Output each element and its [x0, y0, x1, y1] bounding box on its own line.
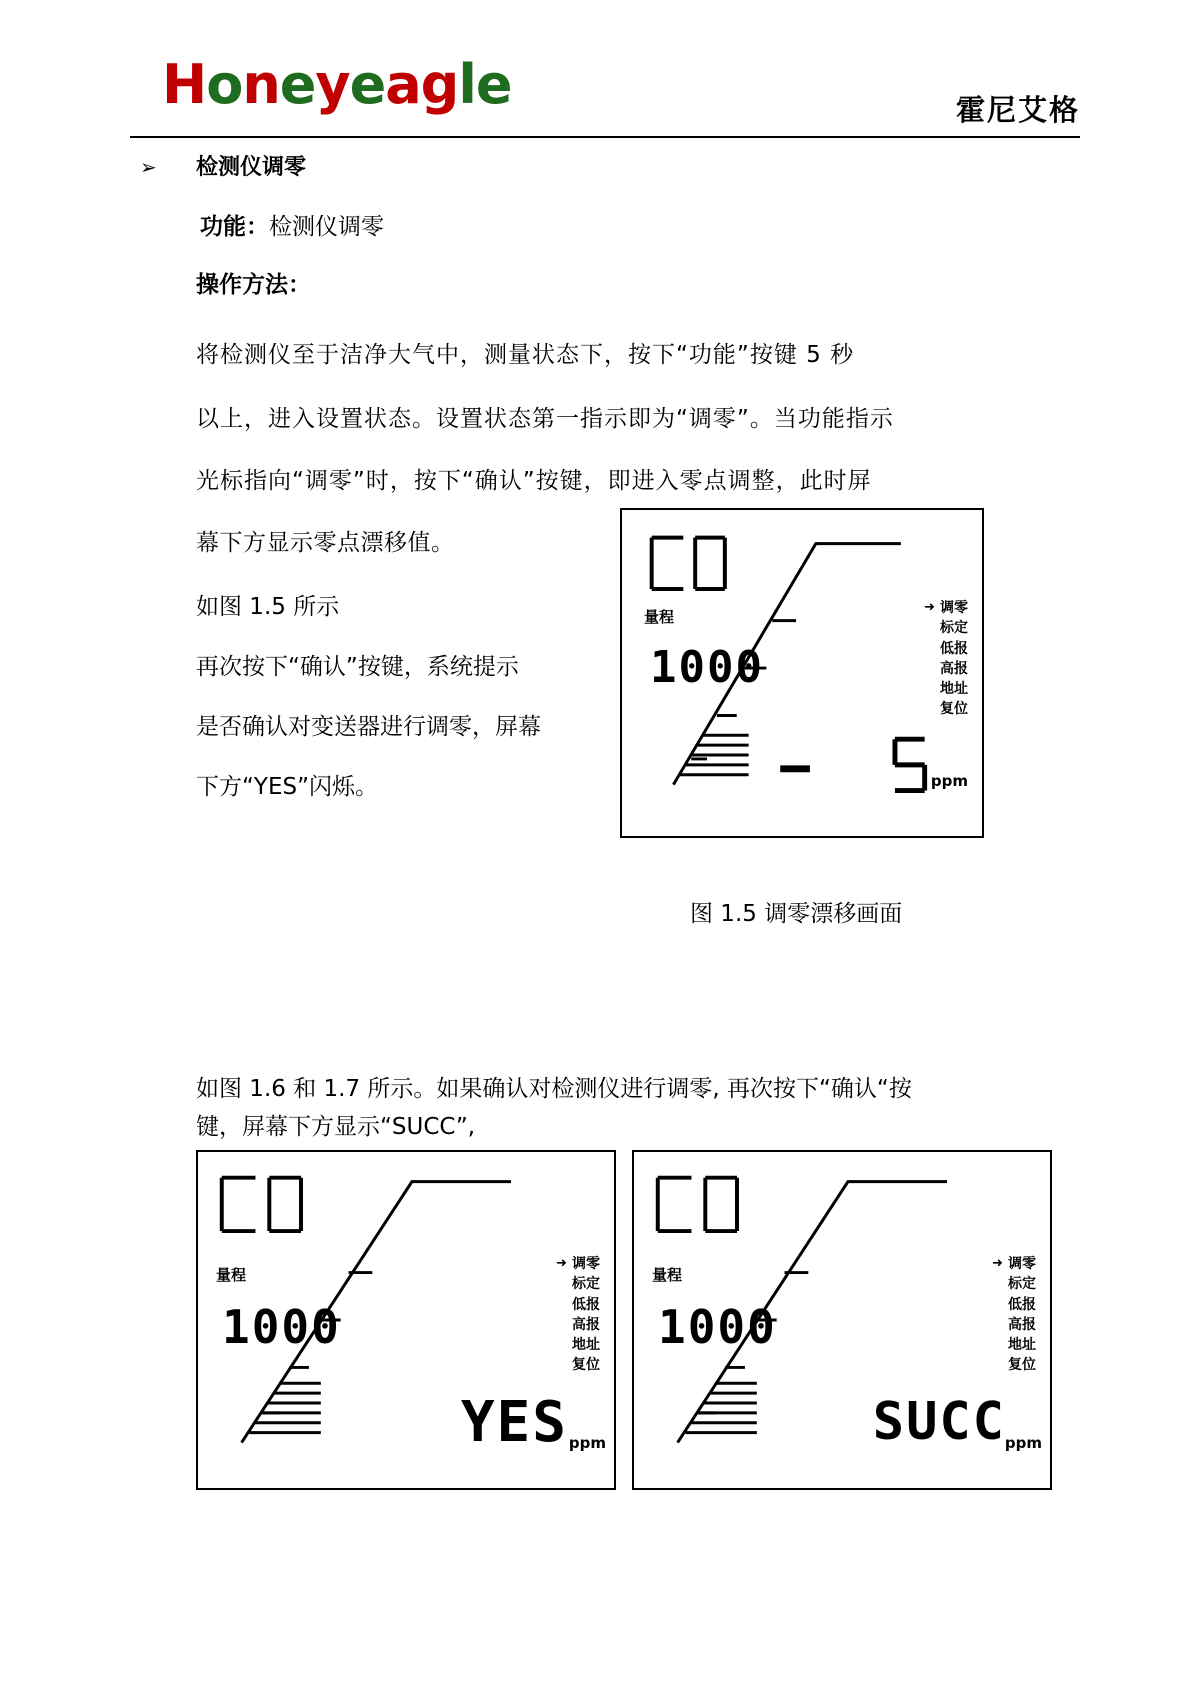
menu-list [556, 1254, 600, 1376]
brand-logo: Honeyeagle [162, 53, 512, 116]
lcd-screen-zero-drift [620, 508, 984, 838]
range-value: 1000 [650, 642, 764, 693]
page-header [130, 50, 1080, 138]
menu-item-2[interactable]: 低报 [572, 1296, 600, 1313]
menu-item-4[interactable]: 地址 [1008, 1337, 1036, 1354]
paragraph-line: 光标指向“调零”时，按下“确认”按键，即进入零点调整，此时屏 [196, 468, 872, 494]
paragraph-line: 如图 1.6 和 1.7 所示。如果确认对检测仪进行调零, 再次按下“确认“按 [196, 1076, 912, 1102]
function-label: 功能： [200, 214, 269, 240]
section-title: 检测仪调零 [196, 155, 307, 180]
menu-item-3[interactable]: 高报 [572, 1316, 600, 1333]
range-value: 1000 [658, 1300, 777, 1354]
menu-item-4[interactable]: 地址 [572, 1337, 600, 1354]
unit-label: ppm [1004, 1434, 1042, 1452]
menu-item-5[interactable]: 复位 [1008, 1357, 1036, 1374]
unit-label: ppm [568, 1434, 606, 1452]
menu-item-3[interactable]: 高报 [1008, 1316, 1036, 1333]
method-label: 操作方法： [196, 272, 311, 298]
figure-caption-1-5: 图 1.5 调零漂移画面 [690, 901, 903, 927]
paragraph-line: 下方“YES”闪烁。 [196, 774, 379, 800]
menu-item-0[interactable]: 调零 [1008, 1256, 1036, 1272]
menu-item-0[interactable]: 调零 [940, 600, 968, 616]
header-divider [130, 136, 1080, 138]
range-label: 量程 [216, 1266, 247, 1284]
range-label: 量程 [644, 608, 675, 626]
paragraph-line: 是否确认对变送器进行调零，屏幕 [196, 714, 541, 740]
menu-list [992, 1254, 1036, 1376]
function-row [200, 216, 384, 239]
menu-item-1[interactable]: 标定 [1008, 1276, 1036, 1293]
unit-label: ppm [930, 772, 968, 790]
lcd-screen-yes-confirm [196, 1150, 616, 1490]
paragraph-line: 幕下方显示零点漂移值。 [196, 530, 455, 556]
paragraph-line: 再次按下“确认”按键，系统提示 [196, 654, 519, 680]
status-value: YES [460, 1390, 568, 1455]
paragraph-line: 将检测仪至于洁净大气中，测量状态下，按下“功能”按键 5 秒 [196, 342, 855, 368]
menu-item-0[interactable]: 调零 [572, 1256, 600, 1272]
menu-item-4[interactable]: 地址 [940, 681, 968, 698]
paragraph-line: 如图 1.5 所示 [196, 594, 340, 620]
status-value: SUCC [872, 1392, 1006, 1452]
range-label: 量程 [652, 1266, 683, 1284]
pointer-arrow-icon: ➜ [992, 1256, 1003, 1271]
menu-item-5[interactable]: 复位 [572, 1357, 600, 1374]
section-title-row [140, 150, 1040, 181]
range-value: 1000 [222, 1300, 341, 1354]
menu-item-2[interactable]: 低报 [940, 640, 968, 657]
paragraph-line: 键，屏幕下方显示“SUCC”, [196, 1114, 476, 1140]
menu-item-1[interactable]: 标定 [572, 1276, 600, 1293]
menu-item-2[interactable]: 低报 [1008, 1296, 1036, 1313]
bullet-icon: ➢ [140, 155, 157, 179]
menu-item-5[interactable]: 复位 [940, 701, 968, 718]
lcd-screen-succ-result [632, 1150, 1052, 1490]
menu-item-3[interactable]: 高报 [940, 660, 968, 677]
paragraph-line: 以上，进入设置状态。设置状态第一指示即为“调零”。当功能指示 [196, 406, 894, 432]
pointer-arrow-icon: ➜ [556, 1256, 567, 1271]
pointer-arrow-icon: ➜ [924, 600, 935, 615]
menu-list [924, 598, 968, 720]
function-value: 检测仪调零 [269, 214, 384, 240]
menu-item-1[interactable]: 标定 [940, 620, 968, 637]
company-name-cn: 霍尼艾格 [955, 93, 1080, 127]
